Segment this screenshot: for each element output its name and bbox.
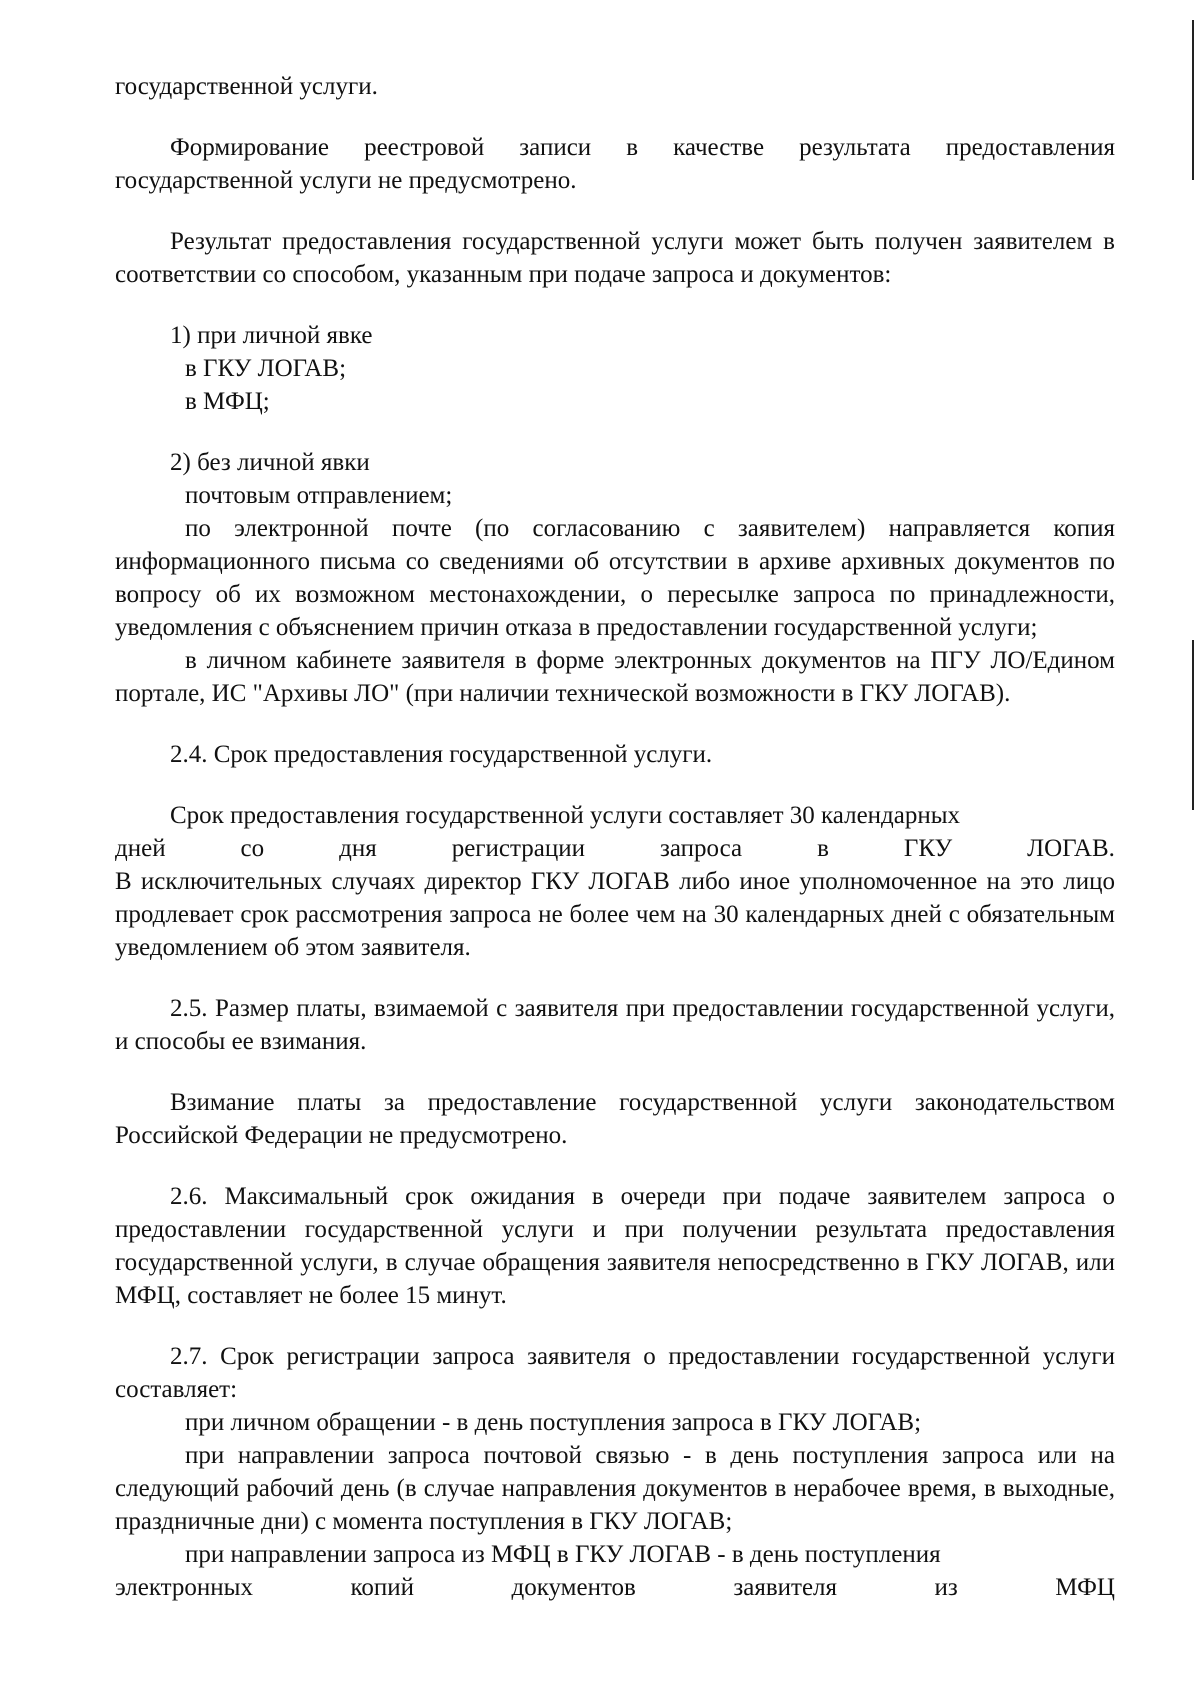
section-2-7-item-post: при направлении запроса почтовой связью - в день поступления запроса или на следующий рабочий день (в случае направления документов в нерабочее время, в выходные, праздничные дни) с момента поступления в ГКУ ЛОГАВ;: [115, 1442, 1115, 1535]
section-2-6-text: 2.6. Максимальный срок ожидания в очереди при подаче заявителем запроса о предоставлении государственной услуги и при получении результата предоставления государственной услуги, в случае обращения заявителя непосредственно в ГКУ ЛОГАВ, или МФЦ, составляет не более 15 минут.: [115, 1183, 1115, 1309]
list1-heading: 1) при личной явке: [170, 322, 373, 349]
section-2-7-heading: 2.7. Срок регистрации запроса заявителя о предоставлении государственной услуги составляет:: [115, 1343, 1115, 1403]
paragraph-registry-record: Формирование реестровой записи в качестве результата предоставления государственной услуги не предусмотрено.: [115, 134, 1115, 194]
section-2-5-text: Взимание платы за предоставление государственной услуги законодательством Российской Федерации не предусмотрено.: [115, 1089, 1115, 1149]
section-2-7-last-line: электронных копий документов заявителя из МФЦ: [115, 1574, 1115, 1601]
section-2-7-item-personal: при личном обращении - в день поступления запроса в ГКУ ЛОГАВ;: [185, 1409, 922, 1436]
list1-item-mfc: в МФЦ;: [185, 388, 270, 415]
list1-item-logav: в ГКУ ЛОГАВ;: [185, 355, 347, 382]
document-body: [115, 70, 1115, 1604]
section-2-4-heading: 2.4. Срок предоставления государственной услуги.: [170, 741, 713, 768]
list2-item-email: по электронной почте (по согласованию с заявителем) направляется копия информационного письма со сведениями об отсутствии в архиве архивных документов по вопросу об их возможном местонахождении, о пересылке запроса по принадлежности, уведомления с объяснением причин отказа в предоставлении государственной услуги;: [115, 515, 1115, 641]
section-2-4-rest: В исключительных случаях директор ГКУ ЛОГАВ либо иное уполномоченное на это лицо продлевает срок рассмотрения запроса не более чем на 30 календарных дней с обязательным уведомлением об этом заявителя.: [115, 868, 1115, 961]
list2-heading: 2) без личной явки: [170, 449, 370, 476]
paragraph-continuation: государственной услуги.: [115, 73, 378, 100]
scan-edge-mark: [1192, 640, 1194, 810]
section-2-7-item-mfc: при направлении запроса из МФЦ в ГКУ ЛОГАВ - в день поступления: [185, 1541, 941, 1568]
paragraph-result-methods: Результат предоставления государственной услуги может быть получен заявителем в соответствии со способом, указанным при подаче запроса и документов:: [115, 228, 1115, 288]
section-2-4-line2: дней со дня регистрации запроса в ГКУ ЛОГАВ.: [115, 835, 1115, 862]
list2-item-cabinet: в личном кабинете заявителя в форме электронных документов на ПГУ ЛО/Едином портале, ИС "Архивы ЛО" (при наличии технической возможности в ГКУ ЛОГАВ).: [115, 647, 1115, 707]
section-2-5-heading: 2.5. Размер платы, взимаемой с заявителя при предоставлении государственной услуги, и способы ее взимания.: [115, 995, 1115, 1055]
list2-item-post: почтовым отправлением;: [185, 482, 453, 509]
section-2-4-text: [115, 799, 1115, 964]
section-2-4-line1: Срок предоставления государственной услуги составляет 30 календарных: [170, 802, 961, 829]
scan-edge-mark: [1192, 20, 1194, 180]
